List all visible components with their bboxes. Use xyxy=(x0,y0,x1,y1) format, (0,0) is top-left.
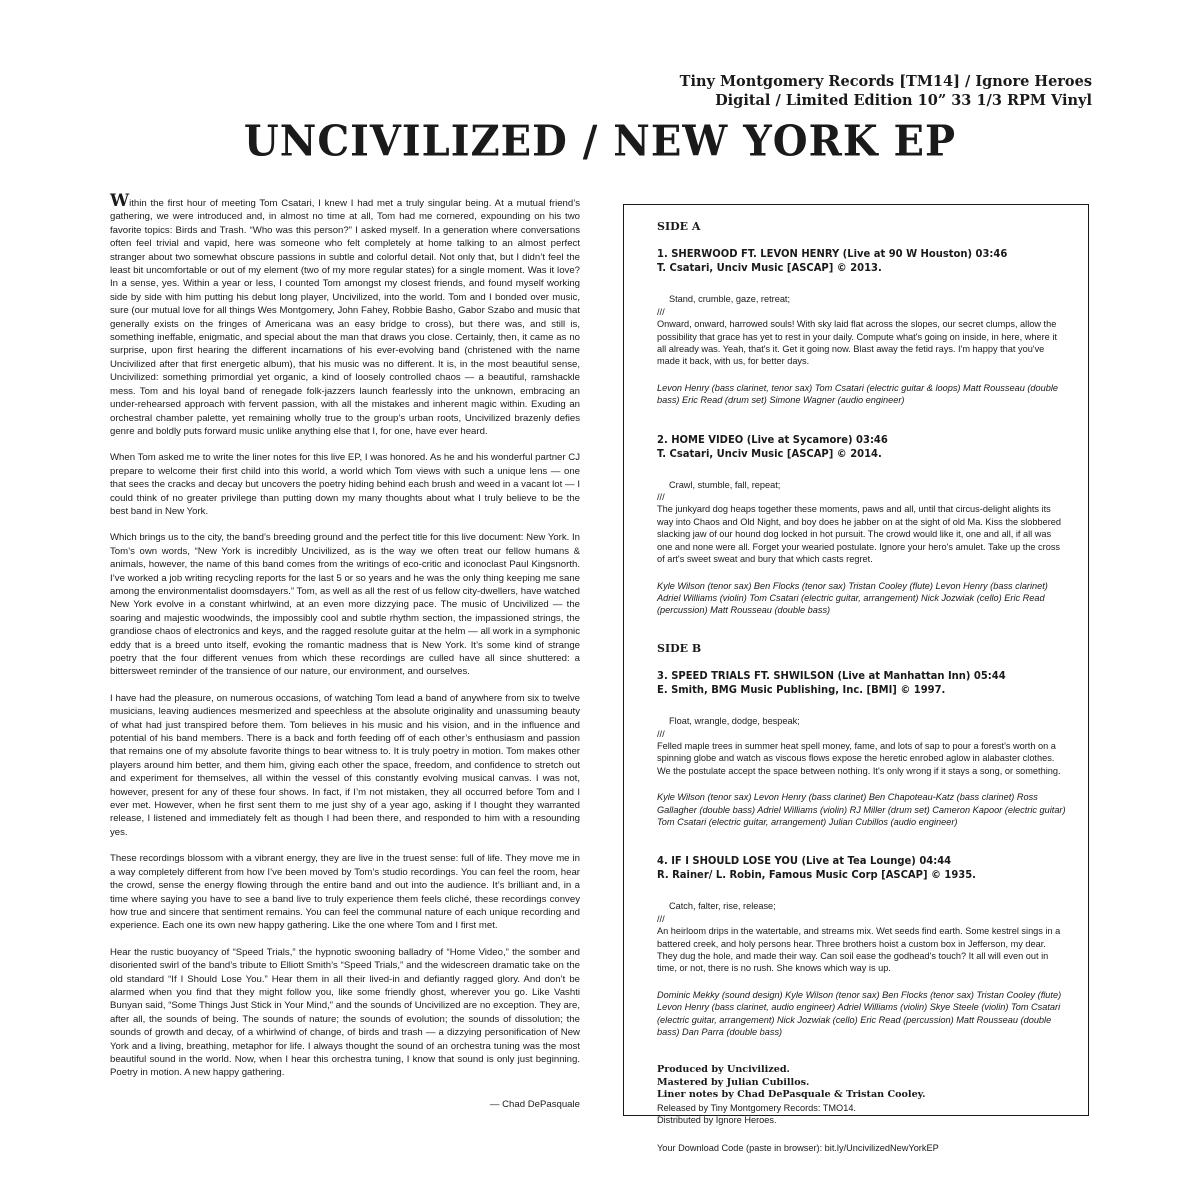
liner-paragraph-1-text: ithin the first hour of meeting Tom Csatari, I knew I had met a truly singular being. At a mutual friend’s gathering, we were introduced and, in almost no time at all, Tom had me cornered, expounding on his two favorite topics: Birds and Trash. “Who was this person?” I asked myself. In a generation where conversations often feel trivial and vapid, here was someone who felt completely at home talking to an almost perfect stranger about two somewhat obscure passions in subtle and colorful detail. Not only that, but I didn’t feel the least bit uncomfortable or out of my element (two of my more regular states) for a single moment. Was it love? In a sense, yes. Within a year or less, I counted Tom amongst my closest friends, and found myself working side by side with him putting his debut long player, Uncivilized, into the world. Tom and I bonded over music, sure (our mutual love for all things Wes Montgomery, John Fahey, Robbie Basho, Gabor Szabo and music that generally exists on the fringes of Americana was an easy bridge to cross), but there was, and still is, something ineffable, enigmatic, and special about the man that draws you close. Certainly, then, it came as no surprise, upon first hearing the different incarnations of his ever-evolving band (christened with the name Uncivilized after that first energetic album), that his music was no different. It is, in the most beautiful sense, Uncivilized: something primordial yet organic, a kind of loosely controlled chaos — a beautiful, ramshackle mess. Tom and his loyal band of renegade folk-jazzers launch fearlessly into the unknown, embracing an under-rehearsed approach with fervent passion, with all the mistakes and inherent magic within. Exuding an orchestral chamber palette, yet remaining wholly true to the group’s urban roots, Uncivilized brazenly defies genre and boldly puts forward music unlike anything else that I, for one, have ever heard. xyxy=(110,198,580,437)
liner-paragraph-3: Which brings us to the city, the band’s breeding ground and the perfect title for this live document: New York. In Tom’s own words, “New York is incredibly Uncivilized, as is the way we often treat our fellow humans & animals, however, the name of this band comes from the writings of eco-critic and iconoclast Paul Kingsnorth. I’ve worked a job writing recycling reports for the last 5 or so years and he was the only thing keeping me sane among the environmentalist doomsdayers.” Tom, as well as all the rest of us fellow city-dwellers, have watched New York evolve in a constant whirlwind, at an even more dizzying pace. The music of Uncivilized — the soaring and majestic woodwinds, the impossibly cool and subtle rhythm section, the impassioned strings, the grandiose chaos of electronics and keys, and the ragged resolute guitar at the helm — all work in a symphonic eddy that is a breed unto itself, evoking the romantic madness that is New York. It’s some kind of strange poetry that the four different venues from which these recordings are culled have all since shuttered: a bittersweet reminder of the transience of our nature, our environment, and ourselves. xyxy=(110,532,581,678)
liner-paragraph-2: When Tom asked me to write the liner notes for this live EP, I was honored. As he and his wonderful partner CJ prepare to welcome their first child into this world, a world which Tom views with such a unique lens — one that sees the cracks and decay but uncovers the poetry hiding behind each brush and weed in a vacant lot — I could think of no greater privilege than putting down my many thoughts about what I truly believe to be the best band in New York. xyxy=(110,452,580,517)
track-lyric-first-line: Catch, falter, rise, release; xyxy=(669,901,776,912)
track-lyric-separator: /// xyxy=(657,728,665,739)
track-lyric-first-line: Stand, crumble, gaze, retreat; xyxy=(669,294,791,305)
liner-signature: — Chad DePasquale xyxy=(489,1098,580,1110)
track-rights: R. Rainer/ L. Robin, Famous Music Corp [ASCAP] © 1935. xyxy=(657,869,976,882)
tracklist-credits-box xyxy=(623,204,1089,1154)
album-title: UNCIVILIZED / NEW YORK EP xyxy=(243,116,957,167)
liner-paragraph-6: Hear the rustic buoyancy of “Speed Trials,” the hypnotic swooning balladry of “Home Video,” the somber and disoriented swirl of the band’s tribute to Elliott Smith’s “Speed Trials,” and the widescreen dramatic take on the old standard “If I Should Lose You.” Hear them in all their lived-in and defiantly ragged glory. And don’t be alarmed when you find that they might follow you, like some friendly ghost, wherever you go. Like Vashti Bunyan said, “Some Things Just Stick in Your Mind,” and the sounds of Uncivilized are no exception. They are, after all, the sounds of being. The sounds of nature; the sounds of evolution; the sounds of dissolution; the sounds of growth and decay, of a whirlwind of change, of birds and trash — a dizzying personification of New York and a living, breathing, metaphor for life. I always thought the sound of an orchestra tuning was the most beautiful sound in the world. Now, when I hear this orchestra tuning, I know that sound is only just beginning. Poetry in motion. A new happy gathering. xyxy=(110,946,580,1079)
track-lyric-first-line: Crawl, stumble, fall, repeat; xyxy=(669,479,781,490)
label-line-1: Tiny Montgomery Records [TM14] / Ignore Heroes xyxy=(679,73,1092,90)
mastered-by: Mastered by Julian Cubillos. xyxy=(657,1076,810,1088)
track-1 xyxy=(657,247,1066,406)
track-personnel: Dominic Mekky (sound design) Kyle Wilson (tenor sax) Ben Flocks (tenor sax) Tristan Cooley (flute) Levon Henry (bass clarinet, audio engineer) Adriel Williams (violin) Skye Steele (violin) Tom Csatari (electric guitar, arrangement) Nick Jozwiak (cello) Eric Read (percussion) Matt Rousseau (double bass) Dan Parra (double bass) xyxy=(657,989,1062,1038)
track-2 xyxy=(657,433,1066,617)
track-personnel: Kyle Wilson (tenor sax) Levon Henry (bass clarinet) Ben Chapoteau-Katz (bass clarinet) Ross Gallagher (double bass) Adriel Williams (violin) RJ Miller (drum set) Cameron Kapoor (electric guitar) Tom Csatari (electric guitar, arrangement) Julian Cubillos (audio engineer) xyxy=(657,792,1066,827)
track-title: 1. SHERWOOD FT. LEVON HENRY (Live at 90 W Houston) 03:46 xyxy=(657,248,1008,261)
drop-cap: W xyxy=(110,191,130,211)
production-credits xyxy=(657,1064,1066,1126)
side-b-heading: SIDE B xyxy=(657,641,702,655)
track-lyric-body: An heirloom drips in the watertable, and streams mix. Wet seeds find earth. Some kestrel sings in a battered creek, and holy persons hear. Three brothers hoist a custom box in Jefferson, my dear. They dug the hole, and made their way. Can soil ease the godhead's touch? It all will even out in time, or not, there is no rush. She knows which way is up. xyxy=(657,926,1061,974)
track-rights: E. Smith, BMG Music Publishing, Inc. [BMI] © 1997. xyxy=(657,684,946,697)
track-lyric-body: The junkyard dog heaps together these moments, paws and all, until that circus-delight alights its way into Chaos and Old Night, and boy does he jabber on at the sight of old Ma. Kiss the slobbered slacking jaw of our hound dog locked in hot pursuit. The crowd would like it, one and all, if all was one and none were all. Forget your wearied postulate. Ignore your hero's amulet. Take up the cross of art's sweet sweat and bury that which casts regret. xyxy=(657,504,1061,565)
liner-notes xyxy=(110,191,581,1111)
label-line-2: Digital / Limited Edition 10” 33 1/3 RPM Vinyl xyxy=(715,92,1092,109)
track-personnel: Kyle Wilson (tenor sax) Ben Flocks (tenor sax) Tristan Cooley (flute) Levon Henry (bass clarinet) Adriel Williams (violin) Tom Csatari (electric guitar, arrangement) Nick Jozwiak (cello) Eric Read (percussion) Matt Rousseau (double bass) xyxy=(657,580,1048,616)
track-rights: T. Csatari, Unciv Music [ASCAP] © 2014. xyxy=(657,447,882,460)
track-title: 3. SPEED TRIALS FT. SHWILSON (Live at Manhattan Inn) 05:44 xyxy=(657,670,1006,683)
track-4 xyxy=(657,854,1066,1038)
liner-paragraph-1 xyxy=(110,191,580,438)
track-lyric-first-line: Float, wrangle, dodge, bespeak; xyxy=(669,716,800,727)
track-rights: T. Csatari, Unciv Music [ASCAP] © 2013. xyxy=(657,262,882,275)
liner-paragraph-4: I have had the pleasure, on numerous occasions, of watching Tom lead a band of anywhere from six to twelve musicians, leaving audiences mesmerized and speechless at the absolute originality and unassuming beauty of what had just transpired before them. Tom believes in his music and his vision, and in the influence and potential of his band members. There is a back and forth feeding off of each other’s enthusiasm and passion that remains one of my absolute favorite things to bear witness to. It is truly poetry in motion. Tom makes other players around him better, and them him, giving each other the space, freedom, and confidence to stretch out and experiment for themselves, all within the vessel of this constantly evolving musical canvas. I was not, however, present for any of these four shows. In fact, if I’m not mistaken, they all occurred before Tom and I ever met. However, when he first sent them to me just shy of a year ago, asking if I thought they warranted release, I listened and immediately felt as though I had been there, and responded to him with a resounding yes. xyxy=(110,692,580,838)
track-lyric-separator: /// xyxy=(657,306,665,317)
side-a-heading: SIDE A xyxy=(657,220,701,233)
track-3 xyxy=(657,669,1066,828)
track-lyric-body: Onward, onward, harrowed souls! With sky laid flat across the slopes, our secret clumps, allow the possibility that grace has yet to rest in your daily. Compute what's going on inside, in here, where it all already was. Yeah, that's it. Get it going now. Blast away the fetid rays. I'm happy that you've made it back, with us, for better days. xyxy=(657,319,1057,367)
track-lyric-separator: /// xyxy=(657,492,665,503)
liner-paragraph-5: These recordings blossom with a vibrant energy, they are live in the truest sense: full of life. They move me in a way completely different from how I’ve been moved by Tom’s studio recordings. You can feel the room, hear the crowd, sense the energy flowing through the entire band and out into the audience. It’s brilliant and, in a time where saying you have to see a band live to truly experience them feels cliché, these recordings convey how true and sincere that sentiment remains. You can feel the communal nature of each unique recording and experience. Each one its own new happy gathering. Like the one where Tom and I first met. xyxy=(110,853,580,932)
track-lyric-body: Felled maple trees in summer heat spell money, fame, and lots of sap to pour a forest's worth on a spinning globe and watch as viscous flows expose the heretic enrobed aglow in alabaster clothes. We the postulate accept the space between nothing. It's only wrong if it stays a song, or something. xyxy=(657,740,1061,776)
produced-by: Produced by Uncivilized. xyxy=(657,1064,790,1076)
track-lyric-separator: /// xyxy=(657,913,665,924)
record-label-header xyxy=(680,72,1092,110)
download-code: Your Download Code (paste in browser): bit.ly/UncivilizedNewYorkEP xyxy=(657,1143,939,1154)
track-title: 4. IF I SHOULD LOSE YOU (Live at Tea Lounge) 04:44 xyxy=(657,855,952,868)
track-title: 2. HOME VIDEO (Live at Sycamore) 03:46 xyxy=(657,433,888,446)
distributed-by: Distributed by Ignore Heroes. xyxy=(657,1115,777,1126)
liner-notes-credit: Liner notes by Chad DePasquale & Tristan Cooley. xyxy=(657,1089,926,1101)
released-by: Released by Tiny Montgomery Records: TMO14. xyxy=(657,1102,856,1113)
track-personnel: Levon Henry (bass clarinet, tenor sax) Tom Csatari (electric guitar & loops) Matt Rousseau (double bass) Eric Read (drum set) Simone Wagner (audio engineer) xyxy=(657,382,1059,406)
